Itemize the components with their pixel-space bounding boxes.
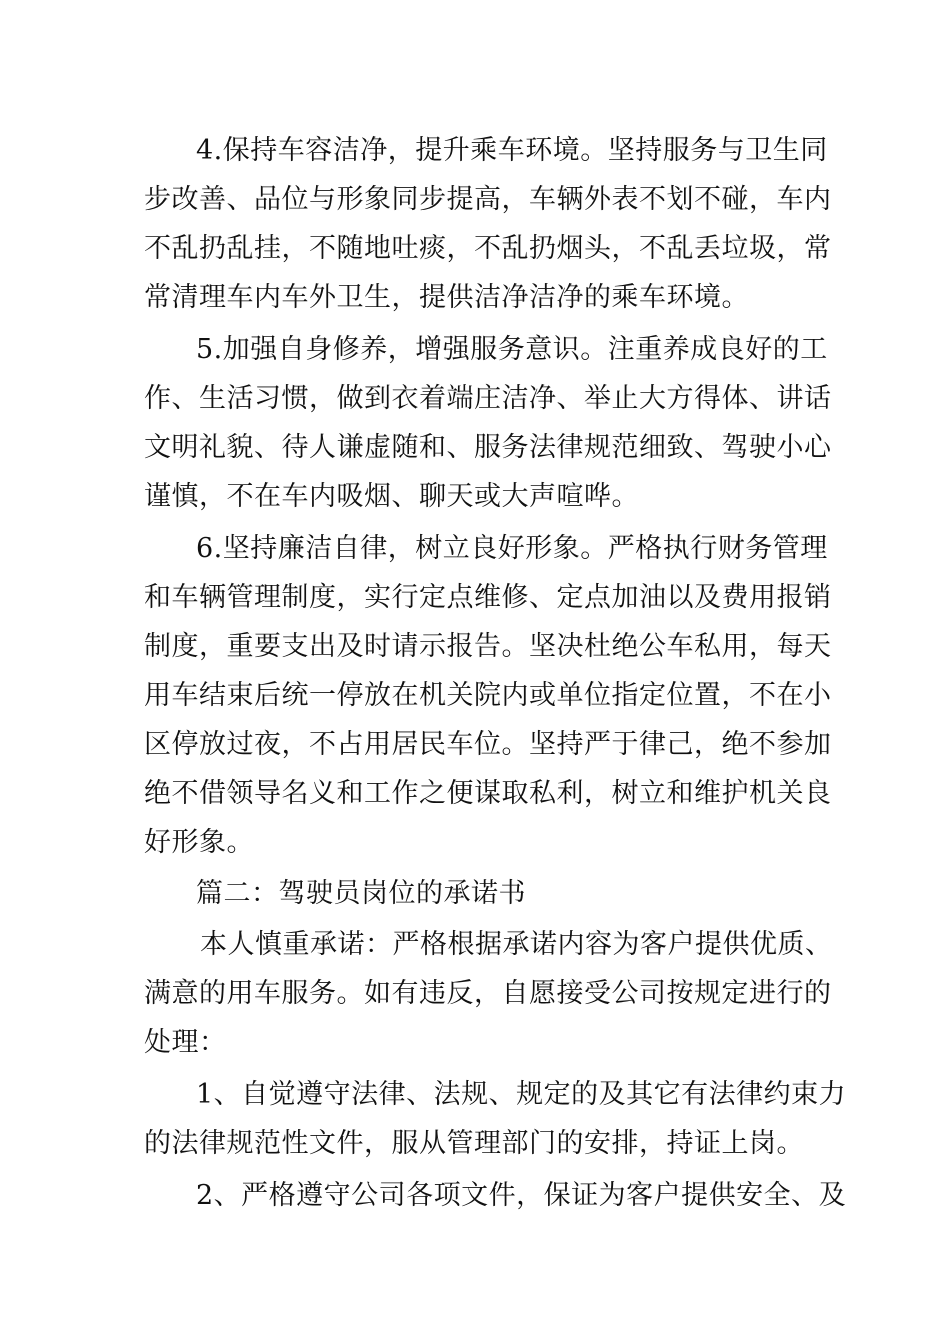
paragraph-6-line-6: 绝不借领导名义和工作之便谋取私利，树立和维护机关良: [144, 778, 832, 809]
paragraph-5-line-4: 谨慎，不在车内吸烟、聊天或大声喧哗。: [144, 481, 639, 512]
section-heading: 篇二：驾驶员岗位的承诺书: [196, 878, 526, 909]
paragraph-6-line-4: 用车结束后统一停放在机关院内或单位指定位置，不在小: [144, 680, 832, 711]
paragraph-6-line-5: 区停放过夜，不占用居民车位。坚持严于律己，绝不参加: [144, 729, 832, 760]
pledge-item-1-line-2: 的法律规范性文件，服从管理部门的安排，持证上岗。: [144, 1128, 804, 1159]
pledge-item-2-line-1: 2、严格遵守公司各项文件，保证为客户提供安全、及: [196, 1180, 847, 1211]
paragraph-6-line-7: 好形象。: [144, 827, 254, 858]
paragraph-4-line-2: 步改善、品位与形象同步提高，车辆外表不划不碰，车内: [144, 184, 832, 215]
paragraph-5-line-2: 作、生活习惯，做到衣着端庄洁净、举止大方得体、讲话: [144, 383, 832, 414]
paragraph-6-line-3: 制度，重要支出及时请示报告。坚决杜绝公车私用，每天: [144, 631, 832, 662]
paragraph-4-line-4: 常清理车内车外卫生，提供洁净洁净的乘车环境。: [144, 282, 749, 313]
paragraph-4-line-1: 4.保持车容洁净，提升乘车环境。坚持服务与卫生同: [196, 135, 828, 166]
pledge-intro-line-2: 满意的用车服务。如有违反，自愿接受公司按规定进行的: [144, 978, 832, 1009]
paragraph-6-line-1: 6.坚持廉洁自律，树立良好形象。严格执行财务管理: [196, 533, 828, 564]
pledge-item-1-line-1: 1、自觉遵守法律、法规、规定的及其它有法律约束力: [196, 1079, 847, 1110]
pledge-intro-line-1: 本人慎重承诺：严格根据承诺内容为客户提供优质、: [200, 929, 833, 960]
paragraph-5-line-3: 文明礼貌、待人谦虚随和、服务法律规范细致、驾驶小心: [144, 432, 832, 463]
paragraph-4-line-3: 不乱扔乱挂，不随地吐痰，不乱扔烟头，不乱丢垃圾，常: [144, 233, 832, 264]
paragraph-6-line-2: 和车辆管理制度，实行定点维修、定点加油以及费用报销: [144, 582, 832, 613]
pledge-intro-line-3: 处理：: [144, 1027, 227, 1058]
paragraph-5-line-1: 5.加强自身修养，增强服务意识。注重养成良好的工: [196, 334, 828, 365]
